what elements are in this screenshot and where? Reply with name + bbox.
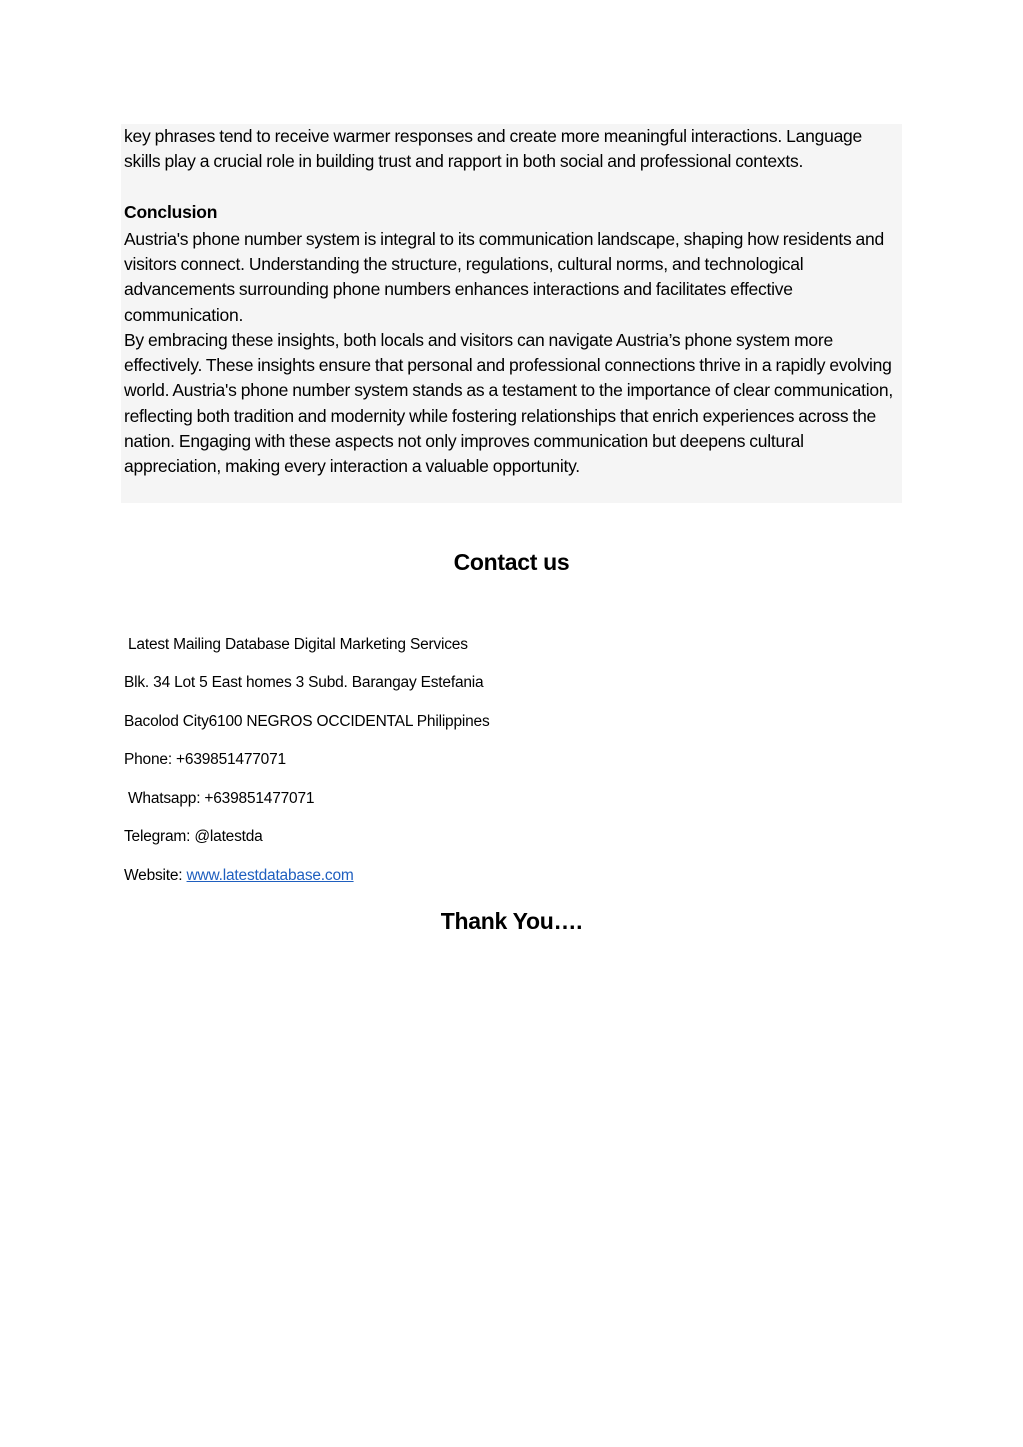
phone-line — [124, 750, 286, 770]
website-label: Website: — [124, 867, 187, 884]
website-line — [124, 866, 354, 886]
intro-paragraph: key phrases tend to receive warmer responses and create more meaningful interactions. Language skills play a crucial role in building trust and rapport in both social and professional contexts. — [124, 126, 863, 172]
contact-heading: Contact us — [453, 549, 570, 575]
phone-label: Phone: — [124, 751, 177, 768]
whatsapp-line — [128, 789, 314, 809]
conclusion-paragraph-1: Austria's phone number system is integral to its communication landscape, shaping how residents and visitors connect. Understanding the structure, regulations, cultural norms, and technological advancements surrounding phone numbers enhances interactions and facilitates effective communication. — [124, 229, 885, 325]
address-line-1: Blk. 34 Lot 5 East homes 3 Subd. Barangay Estefania — [124, 674, 484, 691]
telegram-value: @latestda — [194, 828, 263, 845]
conclusion-heading: Conclusion — [124, 202, 218, 222]
address-line-2: Bacolod City6100 NEGROS OCCIDENTAL Philippines — [124, 713, 490, 730]
telegram-label: Telegram: — [124, 828, 195, 845]
whatsapp-label: Whatsapp: — [128, 790, 205, 807]
company-name: Latest Mailing Database Digital Marketing Services — [128, 636, 468, 653]
thank-you-heading: Thank You…. — [440, 908, 583, 934]
telegram-line — [124, 827, 263, 847]
whatsapp-value: +639851477071 — [204, 790, 315, 807]
phone-value: +639851477071 — [176, 751, 286, 768]
conclusion-paragraph-2: By embracing these insights, both locals and visitors can navigate Austria’s phone system more effectively. These insights ensure that personal and professional connections thrive in a rapidly evolving world. Austria's phone number system stands as a testament to the importance of clear communication, reflecting both tradition and modernity while fostering relationships that enrich experiences across the nation. Engaging with these aspects not only improves communication but deepens cultural appreciation, making every interaction a valuable opportunity. — [124, 330, 893, 477]
website-link[interactable]: www.latestdatabase.com — [186, 867, 354, 884]
